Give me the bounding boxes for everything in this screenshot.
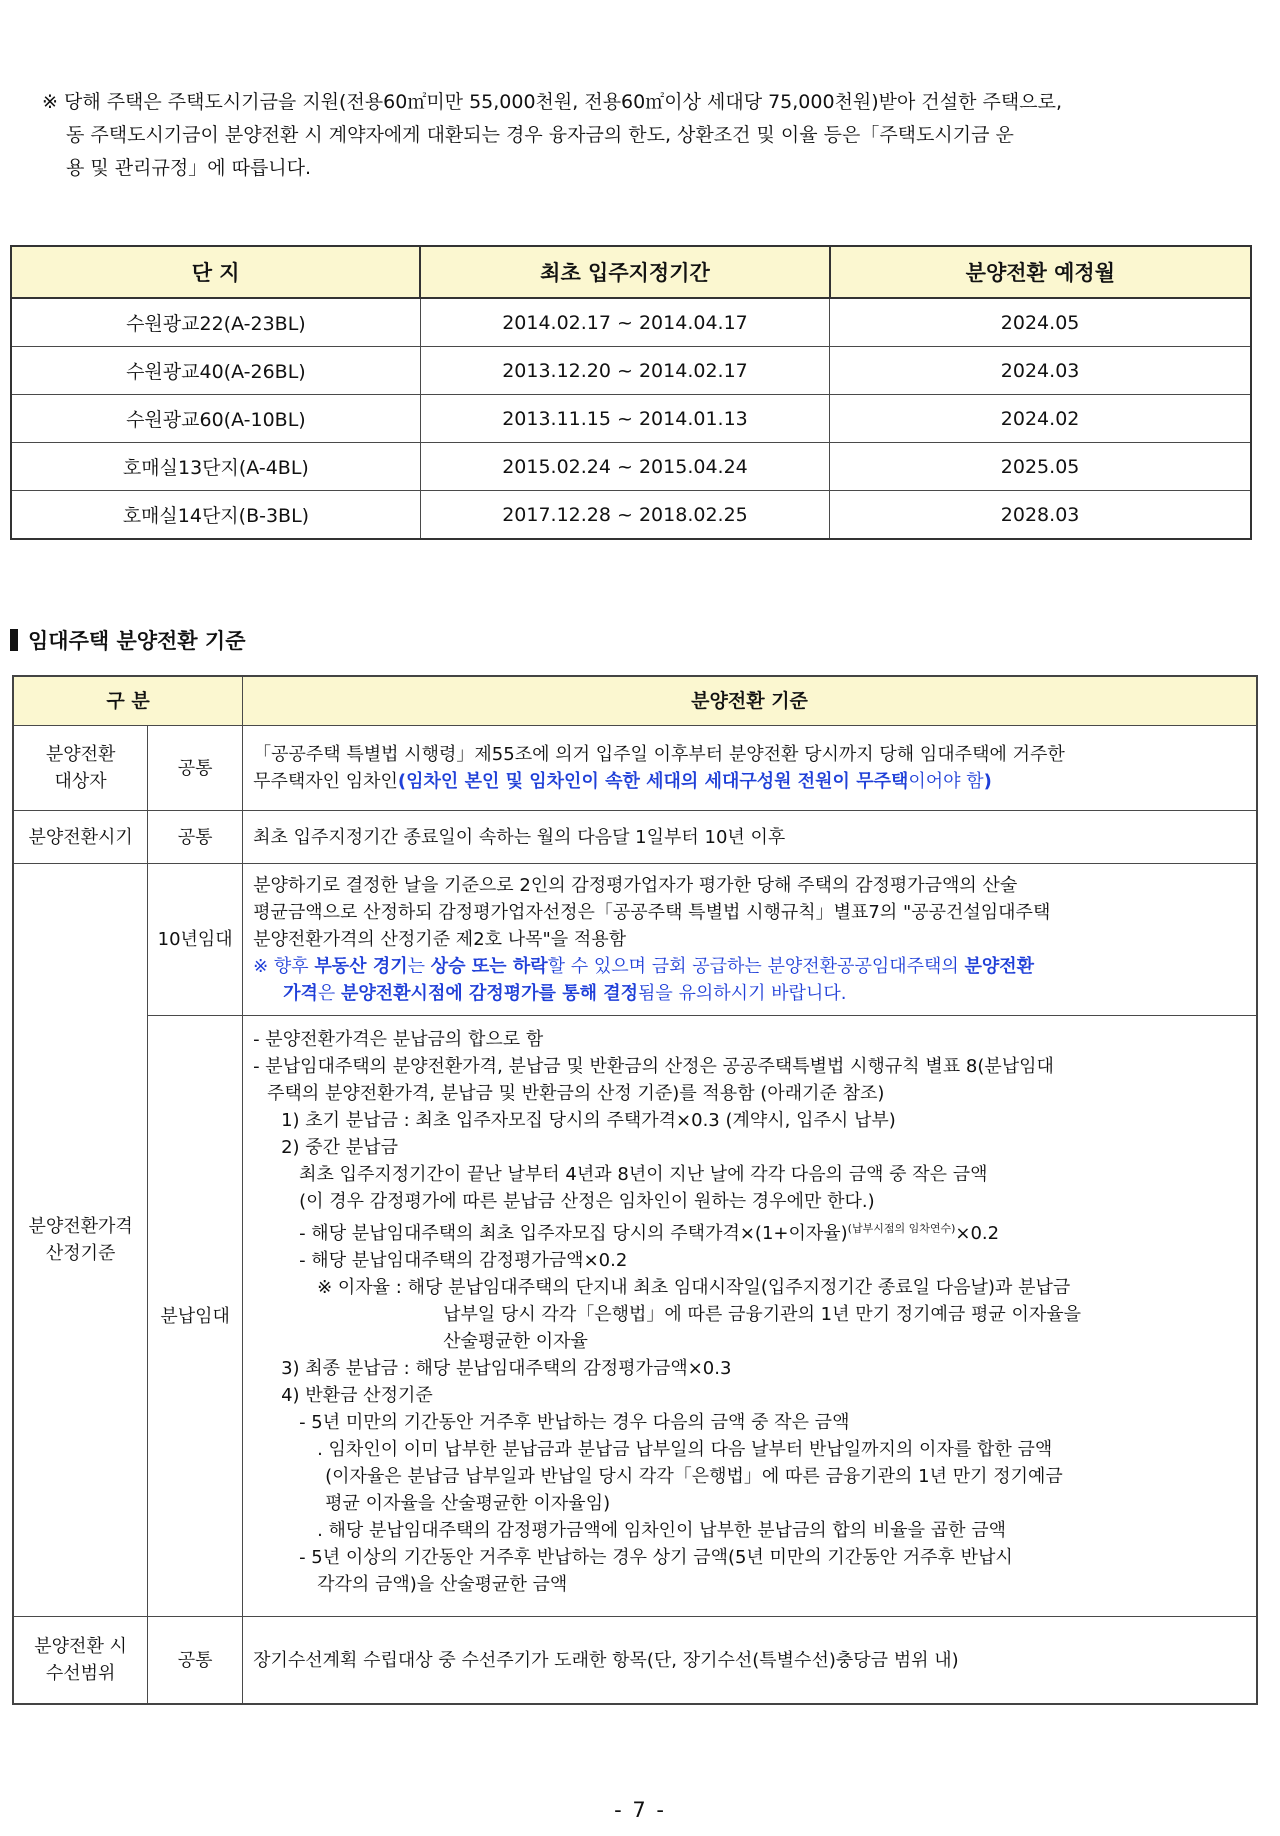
warning-text: 됨을 유의하시기 바랍니다. — [638, 983, 847, 1004]
cell-complex: 호매실13단지(A-4BL) — [11, 443, 420, 491]
label-timing: 분양전환시기 — [13, 811, 148, 864]
emphasis-text: 부동산 경기 — [314, 956, 408, 977]
row-price-installment — [13, 1016, 1257, 1617]
criteria-line: 2) 중간 분납금 — [281, 1137, 398, 1158]
label-line: 분양전환가격 — [28, 1216, 133, 1237]
header-complex: 단 지 — [11, 246, 420, 298]
label-eligibility — [13, 726, 148, 811]
fund-notice-line2: 동 주택도시기금이 분양전환 시 계약자에게 대환되는 경우 융자금의 한도, 상환조건 및 이율 등은「주택도시기금 운 — [66, 124, 1014, 146]
criteria-line: 각각의 금액)을 산술평균한 금액 — [317, 1574, 568, 1595]
section-heading — [10, 625, 245, 655]
emphasis-text: ) — [983, 771, 992, 792]
label-line: 분양전환 시 — [34, 1636, 127, 1657]
label-line: 산정기준 — [45, 1243, 116, 1264]
criteria-installment — [243, 1016, 1257, 1617]
page-number: - 7 - — [614, 1798, 666, 1822]
criteria-line: . 임차인이 이미 납부한 분납금과 분납금 납부일의 다음 날부터 반납일까지의 이자를 합한 금액 — [317, 1439, 1053, 1460]
criteria-line: 「공공주택 특별법 시행령」제55조에 의거 입주일 이후부터 분양전환 당시까지 당해 임대주택에 거주한 — [253, 744, 1065, 765]
emphasis-text: 분양전환시점에 감정평가를 통해 결정 — [341, 983, 639, 1004]
section-marker-icon — [10, 629, 18, 651]
sub-common: 공통 — [148, 811, 243, 864]
criteria-line: . 해당 분납임대주택의 감정평가금액에 임차인이 납부한 분납금의 합의 비율을 곱한 금액 — [317, 1520, 1006, 1541]
criteria-line: 평균금액으로 산정하되 감정평가업자선정은「공공주택 특별법 시행규칙」별표7의 "공공건설임대주택 — [253, 902, 1051, 923]
cell-period: 2013.12.20 ~ 2014.02.17 — [420, 347, 829, 395]
cell-period: 2013.11.15 ~ 2014.01.13 — [420, 395, 829, 443]
criteria-line — [253, 768, 1246, 795]
criteria-line: 최초 입주지정기간이 끝난 날부터 4년과 8년이 지난 날에 각각 다음의 금액 중 작은 금액 — [299, 1164, 988, 1185]
criteria-line: 산술평균한 이자율 — [443, 1331, 588, 1352]
fund-notice — [42, 86, 1242, 185]
table-row — [11, 298, 1251, 347]
cell-period: 2017.12.28 ~ 2018.02.25 — [420, 491, 829, 540]
criteria-line: 주택의 분양전환가격, 분납금 및 반환금의 산정 기준)를 적용함 (아래기준 참조) — [267, 1083, 885, 1104]
header-month: 분양전환 예정월 — [830, 246, 1251, 298]
label-line: 대상자 — [54, 771, 107, 792]
criteria-eligibility — [243, 726, 1257, 811]
criteria-line: - 해당 분납임대주택의 감정평가금액×0.2 — [299, 1250, 628, 1271]
criteria-line: - 분납임대주택의 분양전환가격, 분납금 및 반환금의 산정은 공공주택특별법 시행규칙 별표 8(분납임대 — [253, 1056, 1054, 1077]
criteria-line: - 분양전환가격은 분납금의 합으로 함 — [253, 1029, 544, 1050]
criteria-line: ※ 이자율 : 해당 분납임대주택의 단지내 최초 임대시작일(입주지정기간 종료일 다음날)과 분납금 — [317, 1277, 1071, 1298]
cell-complex: 수원광교40(A-26BL) — [11, 347, 420, 395]
emphasis-text: 상승 또는 하락 — [430, 956, 548, 977]
warning-text: 은 — [317, 983, 341, 1004]
header-category: 구 분 — [13, 676, 243, 726]
sub-common: 공통 — [148, 726, 243, 811]
criteria-text: ×0.2 — [955, 1223, 1000, 1244]
table-row — [11, 347, 1251, 395]
header-period: 최초 입주지정기간 — [420, 246, 829, 298]
fund-notice-line3: 용 및 관리규정」에 따릅니다. — [66, 157, 312, 179]
cell-period: 2015.02.24 ~ 2015.04.24 — [420, 443, 829, 491]
cell-month: 2028.03 — [830, 491, 1251, 540]
criteria-text: - 해당 분납임대주택의 최초 입주자모집 당시의 주택가격×(1+이자율) — [299, 1223, 848, 1244]
table-header-row — [11, 246, 1251, 298]
cell-complex: 호매실14단지(B-3BL) — [11, 491, 420, 540]
emphasis-text: (임차인 본인 및 임차인이 속한 세대의 세대구성원 전원이 무주택 — [397, 771, 909, 792]
criteria-repair-scope: 장기수선계획 수립대상 중 수선주기가 도래한 항목(단, 장기수선(특별수선)충당금 범위 내) — [243, 1617, 1257, 1705]
criteria-line: (이자율은 분납금 납부일과 반납일 당시 각각「은행법」에 따른 금융기관의 1년 만기 정기예금 — [325, 1466, 1063, 1487]
criteria-text: 무주택자인 임차인 — [253, 771, 398, 792]
sub-installment: 분납임대 — [148, 1016, 243, 1617]
table-row — [11, 395, 1251, 443]
sub-common: 공통 — [148, 1617, 243, 1705]
cell-period: 2014.02.17 ~ 2014.04.17 — [420, 298, 829, 347]
label-repair-scope — [13, 1617, 148, 1705]
criteria-timing: 최초 입주지정기간 종료일이 속하는 월의 다음달 1일부터 10년 이후 — [243, 811, 1257, 864]
criteria-line: 납부일 당시 각각「은행법」에 따른 금융기관의 1년 만기 정기예금 평균 이자율을 — [443, 1304, 1082, 1325]
emphasis-text: 분양전환 — [964, 956, 1035, 977]
cell-complex: 수원광교22(A-23BL) — [11, 298, 420, 347]
criteria-line: 평균 이자율을 산술평균한 이자율임) — [325, 1493, 611, 1514]
row-timing — [13, 811, 1257, 864]
criteria-line: 분양하기로 결정한 날을 기준으로 2인의 감정평가업자가 평가한 당해 주택의 감정평가금액의 산술 — [253, 875, 1018, 896]
criteria-line: (이 경우 감정평가에 따른 분납금 산정은 임차인이 원하는 경우에만 한다.) — [299, 1191, 875, 1212]
cell-month: 2025.05 — [830, 443, 1251, 491]
cell-complex: 수원광교60(A-10BL) — [11, 395, 420, 443]
superscript-text: (납부시점의 임차연수) — [847, 1222, 956, 1235]
warning-text: 는 — [407, 956, 431, 977]
criteria-line — [253, 1215, 1246, 1247]
warning-text: ※ 향후 — [253, 956, 315, 977]
row-eligibility — [13, 726, 1257, 811]
emphasis-text: 이어야 함 — [908, 771, 984, 792]
criteria-line: 1) 초기 분납금 : 최초 입주자모집 당시의 주택가격×0.3 (계약시, 입주시 납부) — [281, 1110, 896, 1131]
cell-month: 2024.05 — [830, 298, 1251, 347]
fund-notice-line1: ※ 당해 주택은 주택도시기금을 지원(전용60㎡미만 55,000천원, 전용60㎡이상 세대당 75,000천원)받아 건설한 주택으로, — [42, 91, 1062, 113]
sub-10yr: 10년임대 — [148, 864, 243, 1016]
emphasis-text: 가격 — [283, 983, 318, 1004]
header-criteria: 분양전환 기준 — [243, 676, 1257, 726]
label-price-basis — [13, 864, 148, 1617]
label-line: 분양전환 — [45, 744, 116, 765]
label-line: 수선범위 — [45, 1663, 116, 1684]
warning-line — [253, 980, 1246, 1007]
warning-line — [253, 953, 1246, 980]
criteria-line: 분양전환가격의 산정기준 제2호 나목"을 적용함 — [253, 929, 627, 950]
table-header-row — [13, 676, 1257, 726]
criteria-line: - 5년 미만의 기간동안 거주후 반납하는 경우 다음의 금액 중 작은 금액 — [299, 1412, 850, 1433]
criteria-line: 4) 반환금 산정기준 — [281, 1385, 433, 1406]
cell-month: 2024.03 — [830, 347, 1251, 395]
row-repair-scope — [13, 1617, 1257, 1705]
cell-month: 2024.02 — [830, 395, 1251, 443]
table-row — [11, 443, 1251, 491]
warning-text: 할 수 있으며 금회 공급하는 분양전환공공임대주택의 — [547, 956, 965, 977]
section-title: 임대주택 분양전환 기준 — [28, 629, 246, 653]
complex-schedule-table — [10, 245, 1252, 540]
row-price-10yr — [13, 864, 1257, 1016]
criteria-line: 3) 최종 분납금 : 해당 분납임대주택의 감정평가금액×0.3 — [281, 1358, 732, 1379]
criteria-10yr — [243, 864, 1257, 1016]
conversion-criteria-table — [12, 675, 1258, 1705]
criteria-line: - 5년 이상의 기간동안 거주후 반납하는 경우 상기 금액(5년 미만의 기간동안 거주후 반납시 — [299, 1547, 1013, 1568]
table-row — [11, 491, 1251, 540]
